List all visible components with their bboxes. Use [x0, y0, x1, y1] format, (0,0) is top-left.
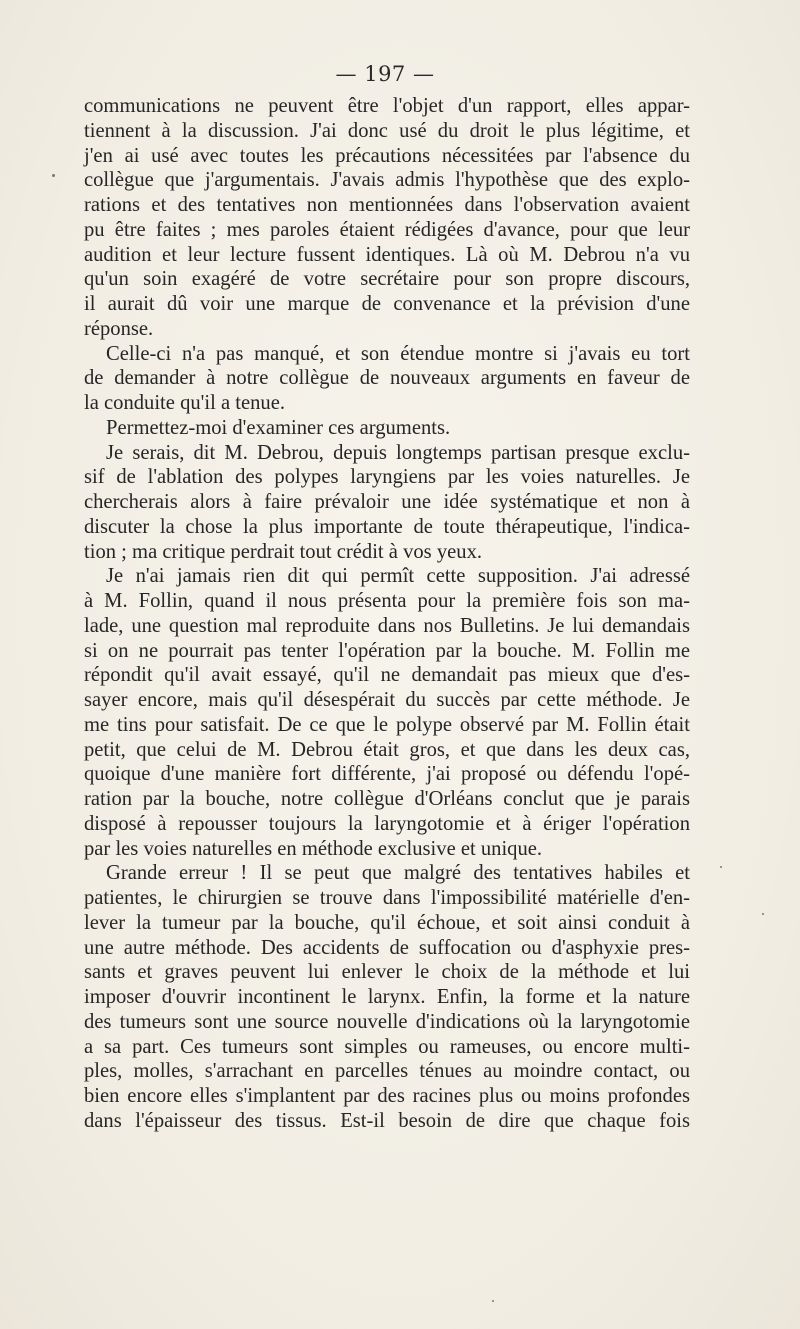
paragraph [84, 342, 690, 416]
text-line: Grande erreur ! Il se peut que malgré des tentatives habiles et [106, 862, 690, 885]
text-line: communications ne peuvent être l'objet d'un rapport, elles appar- [84, 95, 690, 117]
paragraph [84, 416, 690, 441]
text-line: rations et des tentatives non mentionnées dans l'observation avaient [84, 194, 690, 216]
text-line: réponse. [84, 317, 154, 340]
paragraph [84, 861, 690, 1133]
text-line: qu'un soin exagéré de votre secrétaire pour son propre discours, [84, 268, 690, 291]
text-line: sayer encore, mais qu'il désespérait du succès par cette méthode. Je [84, 689, 690, 711]
text-line: Permettez-moi d'examiner ces arguments. [106, 416, 451, 439]
text-line: imposer d'ouvrir incontinent le larynx. Enfin, la forme et la nature [84, 986, 690, 1008]
text-line: Je n'ai jamais rien dit qui permît cette supposition. J'ai adressé [106, 565, 690, 588]
paragraph [84, 564, 690, 861]
text-line: patientes, le chirurgien se trouve dans l'impossibilité matérielle d'en- [84, 887, 690, 909]
text-line: chercherais alors à faire prévaloir une idée systématique et non à [84, 491, 690, 513]
text-line: sants et graves peuvent lui enlever le choix de la méthode et lui [84, 961, 690, 984]
text-line: Je serais, dit M. Debrou, depuis longtemps partisan presque exclu- [106, 441, 690, 464]
text-line: lade, une question mal reproduite dans nos Bulletins. Je lui demandais [84, 614, 690, 637]
text-line: audition et leur lecture fussent identiques. Là où M. Debrou n'a vu [84, 243, 690, 266]
text-line: des tumeurs sont une source nouvelle d'indications où la laryngotomie [84, 1010, 690, 1033]
text-line: par les voies naturelles en méthode exclusive et unique. [84, 837, 543, 860]
page-number: — 197 — [335, 62, 435, 86]
print-speck [52, 174, 55, 177]
text-line: de demander à notre collègue de nouveaux arguments en faveur de [84, 367, 690, 390]
text-line: répondit qu'il avait essayé, qu'il ne demandait pas mieux que d'es- [84, 664, 690, 687]
text-line: pu être faites ; mes paroles étaient rédigées d'avance, pour que leur [84, 218, 690, 241]
text-line: bien encore elles s'implantent par des racines plus ou moins profondes [84, 1085, 690, 1107]
text-line: disposé à repousser toujours la laryngotomie et à ériger l'opération [84, 812, 690, 835]
text-line: si on ne pourrait pas tenter l'opération par la bouche. M. Follin me [84, 639, 690, 662]
text-line: à M. Follin, quand il nous présenta pour la première fois son ma- [84, 590, 690, 612]
text-line: une autre méthode. Des accidents de suffocation ou d'asphyxie pres- [84, 936, 690, 959]
print-speck [720, 866, 722, 868]
text-line: collègue que j'argumentais. J'avais admis l'hypothèse que des explo- [84, 169, 690, 192]
text-line: Celle-ci n'a pas manqué, et son étendue montre si j'avais eu tort [106, 342, 690, 365]
text-line: ples, molles, s'arrachant en parcelles ténues au moindre contact, ou [84, 1060, 690, 1083]
text-line: a sa part. Ces tumeurs sont simples ou rameuses, ou encore multi- [84, 1035, 690, 1058]
text-line: la conduite qu'il a tenue. [84, 392, 286, 414]
text-line: petit, que celui de M. Debrou était gros, et que dans les deux cas, [84, 738, 690, 761]
text-line: lever la tumeur par la bouche, qu'il échoue, et soit ainsi conduit à [84, 911, 690, 934]
text-line: discuter la chose la plus importante de toute thérapeutique, l'indica- [84, 515, 690, 538]
print-speck [762, 913, 764, 915]
text-line: tiennent à la discussion. J'ai donc usé du droit le plus légitime, et [84, 119, 690, 142]
text-line: il aurait dû voir une marque de convenance et la prévision d'une [84, 293, 690, 315]
paragraph [84, 94, 690, 342]
print-speck [492, 1300, 494, 1302]
paragraph [84, 441, 690, 565]
text-line: quoique d'une manière fort différente, j'ai proposé ou défendu l'opé- [84, 763, 690, 786]
text-line: ration par la bouche, notre collègue d'Orléans conclut que je parais [84, 788, 690, 810]
text-line: me tins pour satisfait. De ce que le polype observé par M. Follin était [84, 713, 690, 736]
text-line: sif de l'ablation des polypes laryngiens par les voies naturelles. Je [84, 466, 690, 489]
text-line: j'en ai usé avec toutes les précautions nécessitées par l'absence du [84, 144, 690, 167]
text-line: tion ; ma critique perdrait tout crédit à vos yeux. [84, 540, 483, 563]
text-line: dans l'épaisseur des tissus. Est-il besoin de dire que chaque fois [84, 1109, 690, 1132]
body-text [84, 94, 690, 1134]
